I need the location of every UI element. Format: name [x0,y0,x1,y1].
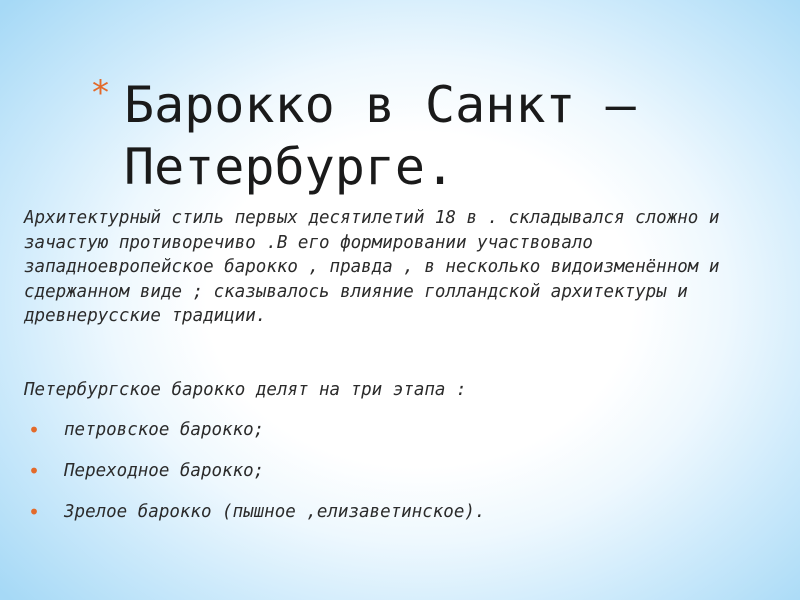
stages-intro: Петербургское барокко делят на три этапа : [24,380,467,400]
stage-label: петровское барокко; [64,420,265,440]
list-item [28,418,485,442]
asterisk-icon: * [92,73,109,113]
list-item [28,459,485,483]
body-paragraph: Архитектурный стиль первых десятилетий 18 в . складывался сложно и зачастую противоречиво .В его формировании участвовало западноевропейское барокко , правда , в несколько видоизменённом и сдержанном виде ; сказывалось влияние голландской архитектуры и древнерусские традиции. [24,208,720,326]
stage-label: Переходное барокко; [64,461,265,481]
stage-label: Зрелое барокко (пышное ,елизаветинское). [64,502,486,522]
bullet-icon: • [28,418,41,442]
stages-list [28,418,485,541]
bullet-icon: • [28,459,41,483]
list-item [28,500,485,524]
slide-title: Барокко в Санкт – Петербурге. [124,76,636,196]
bullet-icon: • [28,500,41,524]
